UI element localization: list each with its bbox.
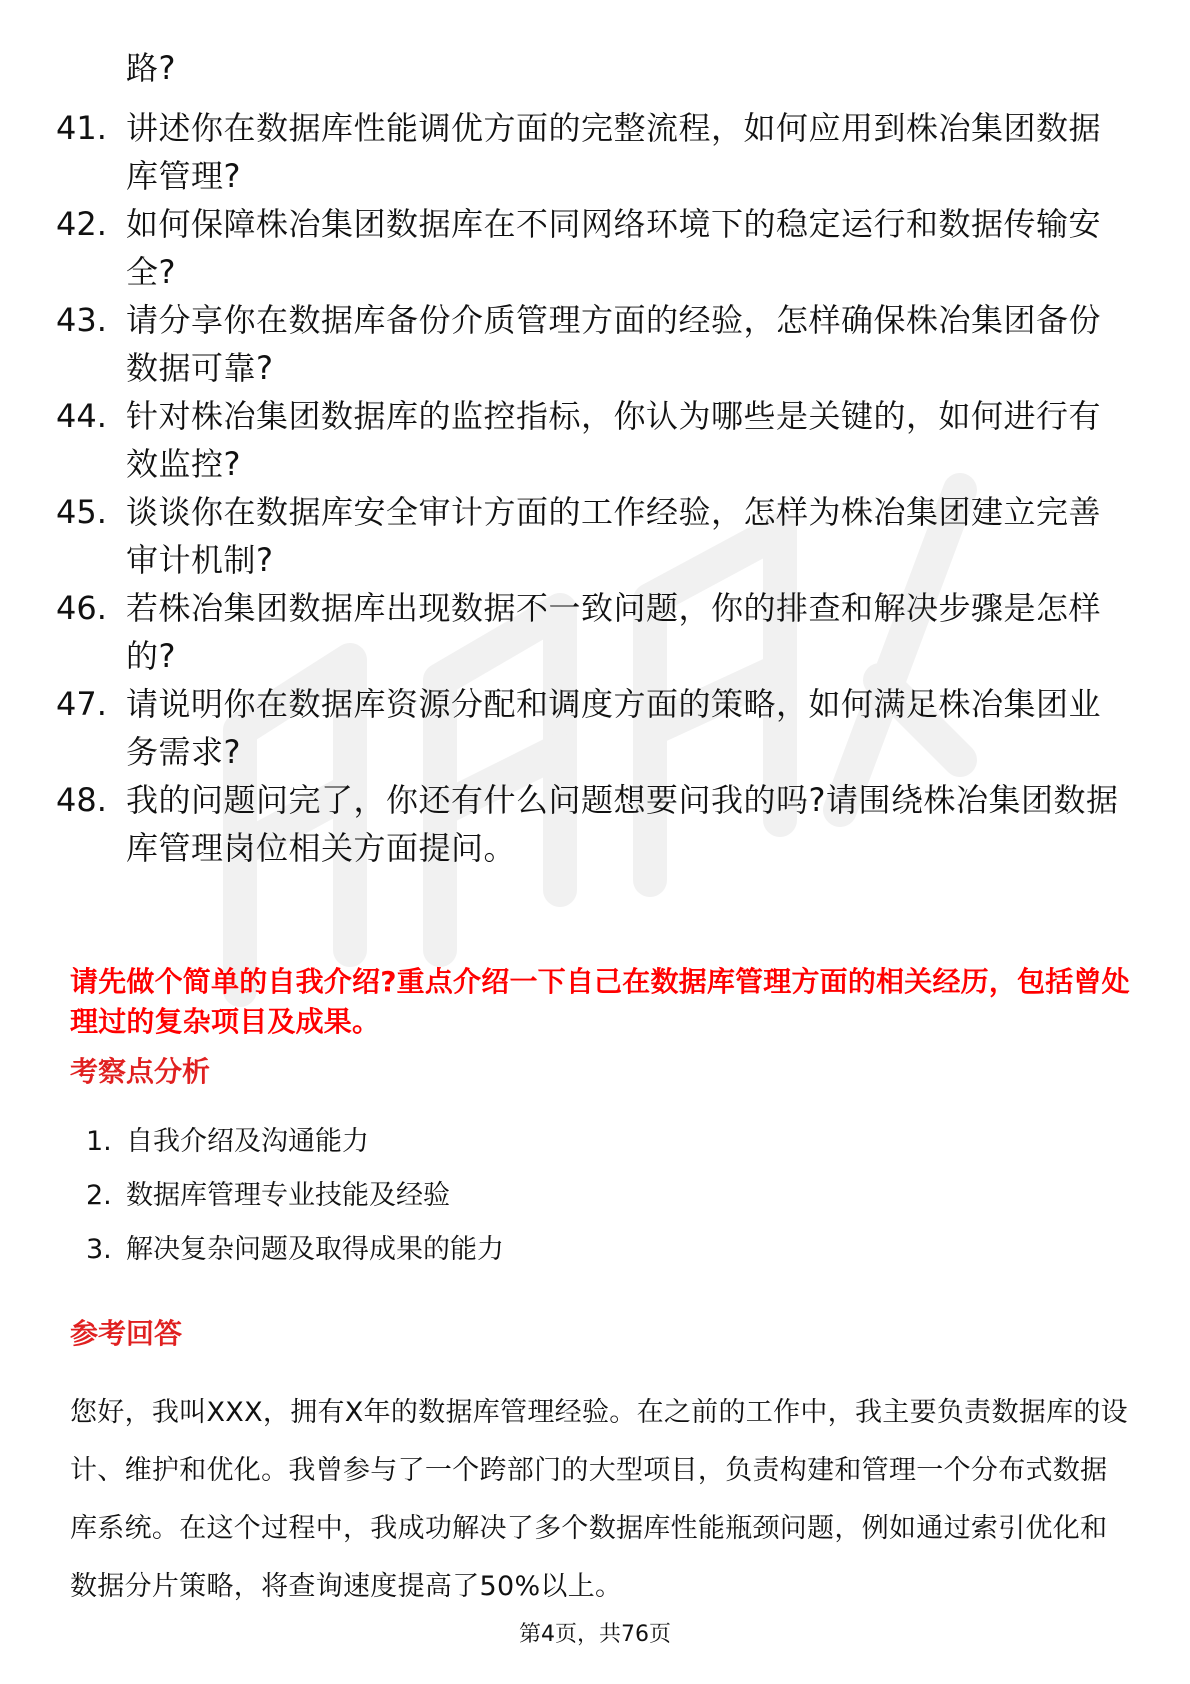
question-number: 42. <box>56 205 107 243</box>
question-number: 44. <box>56 397 107 435</box>
question-number: 41. <box>56 109 107 147</box>
point-text: 数据库管理专业技能及经验 <box>126 1180 450 1211</box>
point-number: 2. <box>86 1180 112 1211</box>
question-number: 45. <box>56 493 107 531</box>
reference-heading: 参考回答 <box>70 1317 183 1350</box>
question-continuation: 路? <box>126 49 176 87</box>
page-number: 第4页，共76页 <box>519 1622 671 1647</box>
point-number: 3. <box>86 1234 112 1265</box>
question-text: 如何保障株冶集团数据库在不同网络环境下的稳定运行和数据传输安全? <box>126 205 1102 291</box>
question-number: 46. <box>56 589 107 627</box>
question-text: 针对株冶集团数据库的监控指标，你认为哪些是关键的，如何进行有效监控? <box>126 397 1102 483</box>
analysis-heading: 考察点分析 <box>70 1055 211 1088</box>
question-number: 47. <box>56 685 107 723</box>
question-text: 请说明你在数据库资源分配和调度方面的策略，如何满足株冶集团业务需求? <box>126 685 1102 771</box>
question-number: 48. <box>56 781 107 819</box>
question-text: 谈谈你在数据库安全审计方面的工作经验，怎样为株冶集团建立完善审计机制? <box>126 493 1102 579</box>
featured-question: 请先做个简单的自我介绍?重点介绍一下自己在数据库管理方面的相关经历，包括曾处理过的复杂项目及成果。 <box>70 965 1130 1038</box>
reference-answer: 您好，我叫XXX，拥有X年的数据库管理经验。在之前的工作中，我主要负责数据库的设计、维护和优化。我曾参与了一个跨部门的大型项目，负责构建和管理一个分布式数据库系统。在这个过程中，我成功解决了多个数据库性能瓶颈问题，例如通过索引优化和数据分片策略，将查询速度提高了50%以上。 <box>70 1397 1128 1602</box>
point-number: 1. <box>86 1126 112 1157</box>
question-number: 43. <box>56 301 107 339</box>
question-text: 若株冶集团数据库出现数据不一致问题，你的排查和解决步骤是怎样的? <box>126 589 1102 675</box>
question-text: 我的问题问完了，你还有什么问题想要问我的吗?请围绕株冶集团数据库管理岗位相关方面提问。 <box>126 781 1119 867</box>
point-text: 解决复杂问题及取得成果的能力 <box>126 1234 504 1265</box>
question-text: 请分享你在数据库备份介质管理方面的经验，怎样确保株冶集团备份数据可靠? <box>126 301 1102 387</box>
question-text: 讲述你在数据库性能调优方面的完整流程，如何应用到株冶集团数据库管理? <box>126 109 1102 195</box>
point-text: 自我介绍及沟通能力 <box>126 1126 369 1157</box>
